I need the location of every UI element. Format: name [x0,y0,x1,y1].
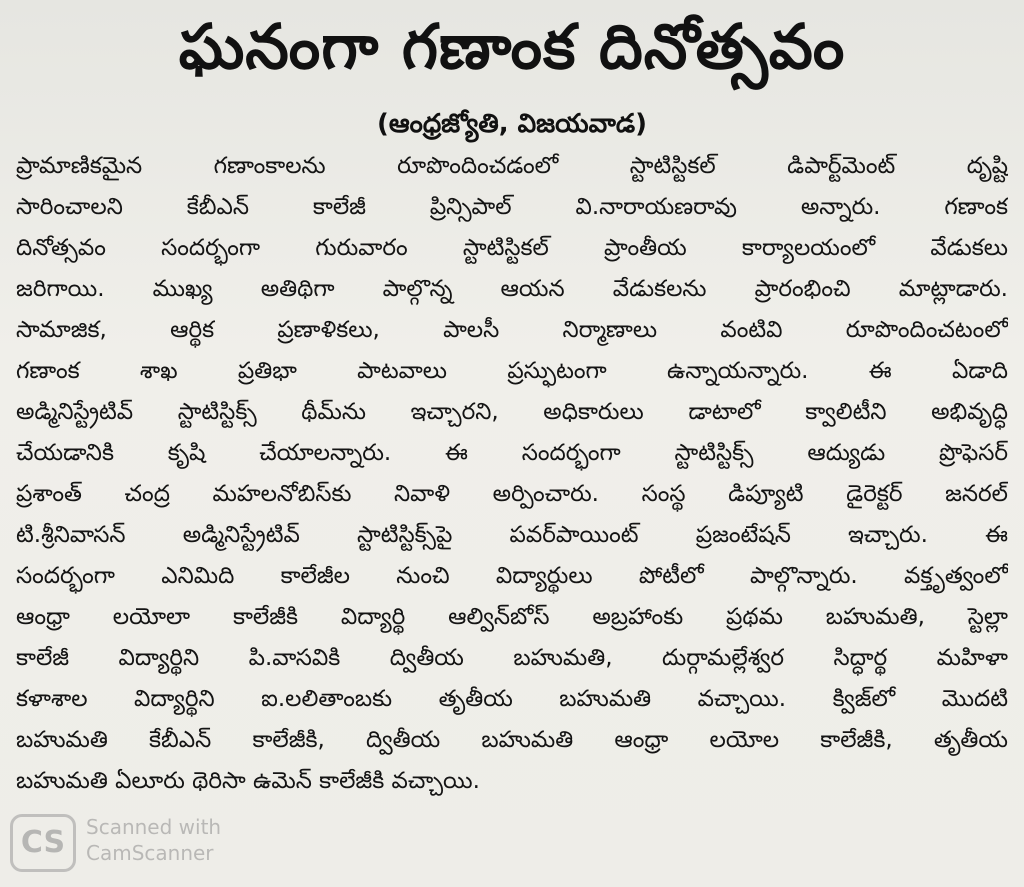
article-line: టి.శ్రీనివాసన్ అడ్మినిస్ట్రేటివ్ స్టాటిస్టిక్స్‌పై పవర్‌పాయింట్ ప్రజంటేషన్ ఇచ్చారు. ఈ [16,522,1008,548]
article-line: ఆంధ్రా లయోలా కాలేజీకి విద్యార్థి ఆల్విన్‌బోస్ అబ్రహాంకు ప్రథమ బహుమతి, స్టెల్లా [16,604,1008,630]
watermark-line-2: CamScanner [86,841,214,865]
article-line: అడ్మినిస్ట్రేటివ్ స్టాటిస్టిక్స్ థీమ్‌ను ఇచ్చారని, అధికారులు డాటాలో క్వాలిటీని అభివృద్ధి [16,399,1008,425]
article-line: సామాజిక, ఆర్థిక ప్రణాళికలు, పాలసీ నిర్మాణాలు వంటివి రూపొందించటంలో [16,317,1008,343]
article-line: చేయడానికి కృషి చేయాలన్నారు. ఈ సందర్భంగా స్టాటిస్టిక్స్ ఆద్యుడు ప్రొఫెసర్ [16,440,1008,466]
camscanner-watermark [10,812,270,876]
article-line: బహుమతి ఏలూరు థెరిసా ఉమెన్ కాలేజీకి వచ్చాయి. [16,768,480,794]
camscanner-logo-icon: CS [10,814,76,872]
article-line: గణాంక శాఖ ప్రతిభా పాటవాలు ప్రస్ఫుటంగా ఉన్నాయన్నారు. ఈ ఏడాది [16,358,1008,384]
article-line: కళాశాల విద్యార్థిని ఐ.లలితాంబకు తృతీయ బహుమతి వచ్చాయి. క్విజ్‌లో మొదటి [16,686,1008,712]
headline: ఘనంగా గణాంక దినోత్సవం [178,10,846,83]
article-line: కాలేజీ విద్యార్థిని పి.వాసవికి ద్వితీయ బహుమతి, దుర్గామల్లేశ్వర సిద్ధార్థ మహిళా [16,645,1008,671]
article-line: బహుమతి కేబీఎన్ కాలేజీకి, ద్వితీయ బహుమతి ఆంధ్రా లయోల కాలేజీకి, తృతీయ [16,727,1008,753]
article-line: దినోత్సవం సందర్భంగా గురువారం స్టాటిస్టికల్ ప్రాంతీయ కార్యాలయంలో వేడుకలు [16,235,1008,261]
dateline: (ఆంధ్రజ్యోతి, విజయవాడ) [377,109,647,139]
article-line: సారించాలని కేబీఎన్ కాలేజీ ప్రిన్సిపాల్ వి.నారాయణరావు అన్నారు. గణాంక [16,194,1008,220]
article-line: జరిగాయి. ముఖ్య అతిథిగా పాల్గొన్న ఆయన వేడుకలను ప్రారంభించి మాట్లాడారు. [16,276,1008,302]
article-body [16,146,1008,802]
article-line: సందర్భంగా ఎనిమిది కాలేజీల నుంచి విద్యార్థులు పోటీలో పాల్గొన్నారు. వక్తృత్వంలో [16,563,1008,589]
article-line: ప్రశాంత్ చంద్ర మహలనోబిస్‌కు నివాళి అర్పించారు. సంస్థ డిప్యూటి డైరెక్టర్ జనరల్ [16,481,1008,507]
article-line: ప్రామాణికమైన గణాంకాలను రూపొందించడంలో స్టాటిస్టికల్ డిపార్ట్‌మెంట్ దృష్టి [16,153,1008,179]
watermark-line-1: Scanned with [86,815,222,839]
watermark-text [86,814,221,866]
